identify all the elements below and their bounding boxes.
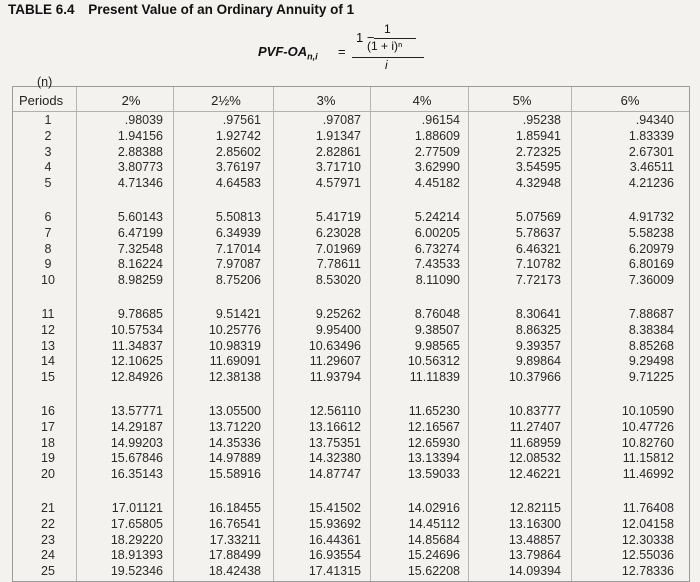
value-cell: 13.48857 (508, 532, 561, 547)
value-cell: 6.47199 (117, 225, 163, 240)
value-cell: 4.32948 (515, 176, 561, 191)
value-cell: 5.50813 (215, 210, 261, 224)
value-cell: 11.29607 (309, 354, 361, 369)
value-cell: 15.41502 (308, 501, 361, 515)
column-separator (571, 87, 572, 581)
period-cell: 13 (41, 338, 55, 353)
header-n: (n) (37, 75, 53, 89)
period-cell: 12 (41, 322, 55, 337)
value-cell: 3.54595 (515, 160, 561, 175)
formula-equals: = (338, 44, 346, 59)
value-cell: 11.15812 (622, 451, 674, 466)
value-cell: 12.82115 (509, 501, 561, 515)
period-cell: 14 (41, 354, 55, 369)
value-cell: 13.75351 (308, 435, 361, 450)
value-cell: 6.80169 (628, 257, 674, 272)
value-cell: 14.09394 (508, 564, 561, 579)
value-cell: 17.01121 (111, 501, 163, 515)
value-cell: 4.45182 (414, 176, 460, 191)
period-cell: 23 (41, 532, 55, 547)
value-cell: 12.84926 (110, 370, 163, 385)
value-cell: 16.44361 (308, 532, 361, 547)
value-cell: 9.71225 (628, 370, 674, 385)
header-periods: Periods (19, 93, 64, 108)
value-cell: 13.57771 (110, 404, 163, 418)
period-cell: 10 (41, 273, 55, 288)
table-title-text: Present Value of an Ordinary Annuity of 1 (88, 2, 355, 17)
value-cell: 2.85602 (215, 144, 261, 159)
column-separator (370, 87, 371, 581)
value-cell: .97561 (222, 113, 261, 127)
value-cell: 6.73274 (414, 241, 460, 256)
value-cell: 10.47726 (621, 419, 674, 434)
value-cell: 12.30338 (621, 532, 674, 547)
value-cell: 7.36009 (628, 273, 674, 288)
value-cell: 5.07569 (515, 210, 561, 224)
value-cell: 3.62990 (414, 160, 460, 175)
value-cell: 9.38507 (414, 322, 460, 337)
value-cell: 13.16300 (508, 516, 561, 531)
period-cell: 19 (41, 451, 55, 466)
value-cell: 1.91347 (315, 128, 361, 143)
value-cell: 10.37966 (508, 370, 561, 385)
value-cell: 11.68959 (509, 435, 561, 450)
value-cell: 9.89864 (515, 354, 561, 369)
value-cell: 18.91393 (110, 548, 163, 563)
value-cell: 14.85684 (407, 532, 460, 547)
value-cell: 3.76197 (215, 160, 261, 175)
value-cell: 12.65930 (407, 435, 460, 450)
period-cell: 18 (41, 435, 55, 450)
value-cell: 12.10625 (110, 354, 163, 369)
value-cell: 11.76408 (622, 501, 674, 515)
value-cell: 17.88499 (208, 548, 261, 563)
value-cell: 11.46992 (622, 467, 674, 482)
value-cell: 9.98565 (414, 338, 460, 353)
value-cell: 18.29220 (110, 532, 163, 547)
period-cell: 5 (44, 176, 52, 191)
value-cell: 4.57971 (315, 176, 361, 191)
header-rate: 3% (316, 93, 336, 108)
value-cell: 10.82760 (621, 435, 674, 450)
column-separator (76, 87, 77, 581)
value-cell: 19.52346 (110, 564, 163, 579)
value-cell: 15.58916 (208, 467, 261, 482)
value-cell: 5.58238 (628, 225, 674, 240)
value-cell: 12.04158 (621, 516, 674, 531)
period-cell: 22 (41, 516, 55, 531)
value-cell: 14.29187 (110, 419, 163, 434)
value-cell: 10.57534 (110, 322, 163, 337)
value-cell: 16.76541 (208, 516, 261, 531)
value-cell: 1.94156 (117, 128, 163, 143)
column-separator (273, 87, 274, 581)
formula (258, 22, 448, 79)
value-cell: 17.33211 (209, 532, 261, 547)
value-cell: 11.11839 (409, 370, 460, 385)
value-cell: 8.16224 (117, 257, 163, 272)
value-cell: 6.34939 (215, 225, 261, 240)
value-cell: 2.67301 (628, 144, 674, 159)
column-separator (468, 87, 469, 581)
header-rate: 4% (412, 93, 432, 108)
value-cell: 11.27407 (509, 419, 561, 434)
value-cell: 14.97889 (208, 451, 261, 466)
header-rate: 6% (620, 93, 640, 108)
period-cell: 17 (41, 419, 55, 434)
value-cell: 2.82861 (315, 144, 361, 159)
value-cell: 11.34837 (111, 338, 163, 353)
value-cell: 9.25262 (315, 307, 361, 321)
formula-one-minus: 1 − (356, 30, 375, 45)
value-cell: 9.39357 (515, 338, 561, 353)
period-cell: 24 (41, 548, 55, 563)
value-cell: 8.53020 (315, 273, 361, 288)
value-cell: 17.65805 (110, 516, 163, 531)
value-cell: 8.30641 (515, 307, 561, 321)
value-cell: 12.55036 (621, 548, 674, 563)
period-cell: 11 (41, 307, 55, 321)
annuity-table (12, 75, 690, 582)
value-cell: 10.10590 (621, 404, 674, 418)
value-cell: 16.35143 (110, 467, 163, 482)
value-cell: 7.32548 (117, 241, 163, 256)
value-cell: 11.93794 (309, 370, 361, 385)
value-cell: 14.45112 (408, 516, 460, 531)
period-cell: 20 (41, 467, 55, 482)
period-cell: 1 (44, 113, 52, 127)
value-cell: 6.00205 (414, 225, 460, 240)
period-cell: 8 (44, 241, 52, 256)
formula-inner-numerator: 1 (384, 22, 391, 36)
value-cell: 8.75206 (215, 273, 261, 288)
period-cell: 9 (44, 257, 52, 272)
value-cell: 4.21236 (628, 176, 674, 191)
table-number: TABLE 6.4 (8, 2, 75, 17)
value-cell: 16.18455 (208, 501, 261, 515)
value-cell: 9.51421 (215, 307, 261, 321)
value-cell: 4.91732 (628, 210, 674, 224)
value-cell: .97087 (322, 113, 361, 127)
value-cell: 8.86325 (515, 322, 561, 337)
value-cell: 7.01969 (315, 241, 361, 256)
table-title (8, 2, 364, 17)
value-cell: 2.88388 (117, 144, 163, 159)
value-cell: 10.63496 (308, 338, 361, 353)
value-cell: 13.59033 (407, 467, 460, 482)
value-cell: 12.08532 (508, 451, 561, 466)
value-cell: 14.99203 (110, 435, 163, 450)
value-cell: 7.78611 (316, 257, 361, 272)
value-cell: 9.78685 (117, 307, 163, 321)
period-cell: 15 (41, 370, 55, 385)
value-cell: 10.83777 (508, 404, 561, 418)
value-cell: 8.11090 (415, 273, 460, 288)
value-cell: 13.05500 (208, 404, 261, 418)
value-cell: 16.93554 (308, 548, 361, 563)
value-cell: 8.98259 (117, 273, 163, 288)
header-rule (13, 111, 689, 112)
value-cell: 12.56110 (309, 404, 361, 418)
value-cell: 1.92742 (215, 128, 261, 143)
value-cell: .98039 (124, 113, 163, 127)
value-cell: 1.83339 (628, 128, 674, 143)
value-cell: 14.32380 (308, 451, 361, 466)
value-cell: 10.56312 (407, 354, 460, 369)
header-rate: 5% (512, 93, 532, 108)
value-cell: 5.78637 (515, 225, 561, 240)
value-cell: 13.16612 (308, 419, 361, 434)
value-cell: 5.24214 (414, 210, 460, 224)
period-cell: 25 (41, 564, 55, 579)
value-cell: 12.78336 (621, 564, 674, 579)
value-cell: 18.42438 (208, 564, 261, 579)
value-cell: 7.97087 (215, 257, 261, 272)
value-cell: 11.65230 (408, 404, 460, 418)
value-cell: 7.17014 (215, 241, 261, 256)
header-rate: 2½% (211, 93, 241, 108)
value-cell: 6.23028 (315, 225, 361, 240)
period-cell: 7 (44, 225, 52, 240)
value-cell: 7.43533 (414, 257, 460, 272)
value-cell: 9.95400 (315, 322, 361, 337)
value-cell: 14.87747 (308, 467, 361, 482)
value-cell: 15.67846 (110, 451, 163, 466)
value-cell: 4.71346 (117, 176, 163, 191)
value-cell: 2.72325 (515, 144, 561, 159)
value-cell: 15.62208 (407, 564, 460, 579)
period-cell: 2 (44, 128, 52, 143)
value-cell: .95238 (522, 113, 561, 127)
value-cell: 7.88687 (628, 307, 674, 321)
value-cell: 7.10782 (515, 257, 561, 272)
value-cell: 12.16567 (407, 419, 460, 434)
value-cell: 12.46221 (508, 467, 561, 482)
value-cell: 17.41315 (308, 564, 361, 579)
value-cell: 1.88609 (414, 128, 460, 143)
value-cell: .96154 (421, 113, 460, 127)
value-cell: 4.64583 (215, 176, 261, 191)
value-cell: 3.71710 (315, 160, 361, 175)
value-cell: 11.69091 (209, 354, 261, 369)
period-cell: 16 (41, 404, 55, 418)
period-cell: 21 (41, 501, 55, 515)
value-cell: 3.46511 (629, 160, 674, 175)
value-cell: 13.71220 (208, 419, 261, 434)
value-cell: 6.46321 (515, 241, 561, 256)
value-cell: 6.20979 (628, 241, 674, 256)
formula-denominator: i (385, 58, 388, 72)
value-cell: .94340 (635, 113, 674, 127)
value-cell: 5.41719 (315, 210, 361, 224)
value-cell: 13.79864 (508, 548, 561, 563)
value-cell: 14.02916 (407, 501, 460, 515)
formula-inner-denominator: (1 + i)ⁿ (367, 39, 403, 53)
value-cell: 14.35336 (208, 435, 261, 450)
value-cell: 1.85941 (515, 128, 561, 143)
value-cell: 10.25776 (208, 322, 261, 337)
period-cell: 3 (44, 144, 52, 159)
value-cell: 12.38138 (208, 370, 261, 385)
value-cell: 15.24696 (407, 548, 460, 563)
value-cell: 9.29498 (628, 354, 674, 369)
value-cell: 13.13394 (407, 451, 460, 466)
formula-main-bar (352, 57, 424, 58)
value-cell: 5.60143 (117, 210, 163, 224)
period-cell: 6 (44, 210, 52, 224)
formula-lhs: PVF-$OA_{n,i}$ (258, 44, 318, 62)
value-cell: 10.98319 (208, 338, 261, 353)
value-cell: 3.80773 (117, 160, 163, 175)
value-cell: 15.93692 (308, 516, 361, 531)
value-cell: 2.77509 (414, 144, 460, 159)
value-cell: 8.85268 (628, 338, 674, 353)
value-cell: 7.72173 (515, 273, 561, 288)
value-cell: 8.76048 (414, 307, 460, 321)
period-cell: 4 (44, 160, 52, 175)
header-rate: 2% (121, 93, 141, 108)
column-separator (173, 87, 174, 581)
value-cell: 8.38384 (628, 322, 674, 337)
